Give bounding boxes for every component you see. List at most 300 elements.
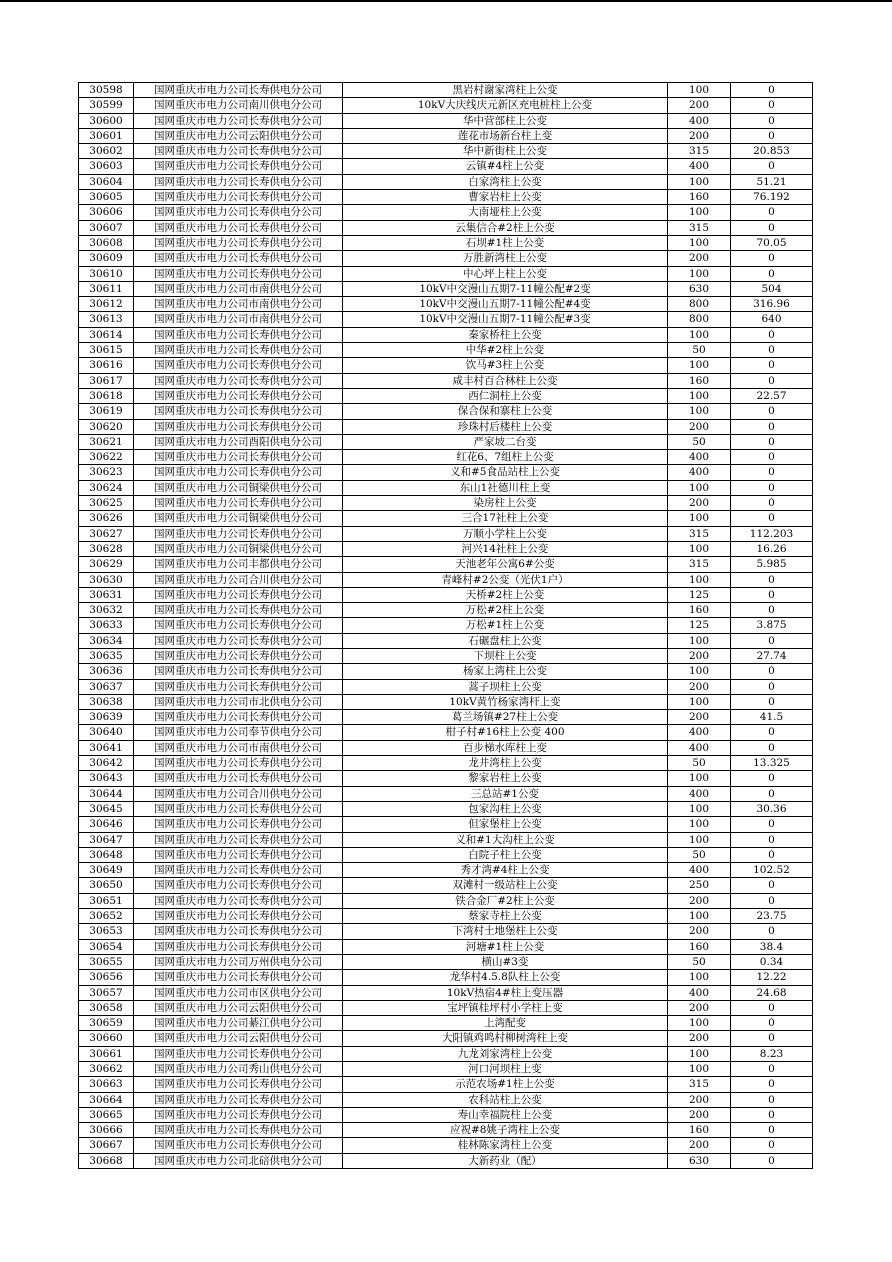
company-cell: 国网重庆市电力公司长寿供电分公司 bbox=[134, 924, 343, 939]
value-cell: 0 bbox=[731, 128, 813, 143]
capacity-cell: 100 bbox=[668, 511, 731, 526]
value-cell: 0 bbox=[731, 1138, 813, 1153]
capacity-cell: 100 bbox=[668, 970, 731, 985]
transformer-name-cell: 大新药业（配） bbox=[343, 1153, 668, 1168]
table-row bbox=[79, 603, 813, 618]
transformer-name-cell: 大南垭柱上公变 bbox=[343, 205, 668, 220]
transformer-name-cell: 西仁洞柱上公变 bbox=[343, 388, 668, 403]
capacity-cell: 200 bbox=[668, 251, 731, 266]
row-id-cell: 30603 bbox=[79, 159, 134, 174]
table-row bbox=[79, 1138, 813, 1153]
company-cell: 国网重庆市电力公司长寿供电分公司 bbox=[134, 1123, 343, 1138]
transformer-name-cell: 白院子柱上公变 bbox=[343, 847, 668, 862]
transformer-name-cell: 百步梯水库柱上变 bbox=[343, 740, 668, 755]
capacity-cell: 50 bbox=[668, 954, 731, 969]
row-id-cell: 30616 bbox=[79, 358, 134, 373]
transformer-name-cell: 万胜新湾柱上公变 bbox=[343, 251, 668, 266]
capacity-cell: 400 bbox=[668, 985, 731, 1000]
company-cell: 国网重庆市电力公司万州供电分公司 bbox=[134, 954, 343, 969]
value-cell: 76.192 bbox=[731, 190, 813, 205]
transformer-name-cell: 青峰村#2公变（光伏1户） bbox=[343, 572, 668, 587]
company-cell: 国网重庆市电力公司丰都供电分公司 bbox=[134, 557, 343, 572]
row-id-cell: 30623 bbox=[79, 465, 134, 480]
capacity-cell: 315 bbox=[668, 1077, 731, 1092]
transformer-name-cell: 万顺小学柱上公变 bbox=[343, 526, 668, 541]
capacity-cell: 100 bbox=[668, 832, 731, 847]
capacity-cell: 50 bbox=[668, 756, 731, 771]
company-cell: 国网重庆市电力公司长寿供电分公司 bbox=[134, 526, 343, 541]
table-body bbox=[79, 83, 813, 1169]
value-cell: 38.4 bbox=[731, 939, 813, 954]
row-id-cell: 30665 bbox=[79, 1107, 134, 1122]
value-cell: 0 bbox=[731, 327, 813, 342]
value-cell: 0 bbox=[731, 694, 813, 709]
row-id-cell: 30660 bbox=[79, 1031, 134, 1046]
table-row bbox=[79, 771, 813, 786]
company-cell: 国网重庆市电力公司长寿供电分公司 bbox=[134, 373, 343, 388]
transformer-name-cell: 云镇#4柱上公变 bbox=[343, 159, 668, 174]
value-cell: 0 bbox=[731, 832, 813, 847]
capacity-cell: 100 bbox=[668, 404, 731, 419]
transformer-table bbox=[78, 82, 813, 1169]
capacity-cell: 200 bbox=[668, 710, 731, 725]
capacity-cell: 200 bbox=[668, 924, 731, 939]
table-row bbox=[79, 664, 813, 679]
row-id-cell: 30645 bbox=[79, 801, 134, 816]
company-cell: 国网重庆市电力公司市区供电分公司 bbox=[134, 985, 343, 1000]
capacity-cell: 630 bbox=[668, 1153, 731, 1168]
transformer-name-cell: 柑子村#16柱上公变 400 bbox=[343, 725, 668, 740]
capacity-cell: 50 bbox=[668, 847, 731, 862]
company-cell: 国网重庆市电力公司长寿供电分公司 bbox=[134, 251, 343, 266]
transformer-name-cell: 铁合金厂#2柱上公变 bbox=[343, 893, 668, 908]
transformer-name-cell: 10kV热宿4#柱上变压器 bbox=[343, 985, 668, 1000]
value-cell: 0 bbox=[731, 664, 813, 679]
table-row bbox=[79, 373, 813, 388]
company-cell: 国网重庆市电力公司长寿供电分公司 bbox=[134, 266, 343, 281]
row-id-cell: 30642 bbox=[79, 756, 134, 771]
table-row bbox=[79, 450, 813, 465]
transformer-name-cell: 东山1社德川柱上变 bbox=[343, 480, 668, 495]
row-id-cell: 30652 bbox=[79, 909, 134, 924]
row-id-cell: 30643 bbox=[79, 771, 134, 786]
table-row bbox=[79, 572, 813, 587]
company-cell: 国网重庆市电力公司长寿供电分公司 bbox=[134, 756, 343, 771]
capacity-cell: 400 bbox=[668, 863, 731, 878]
value-cell: 0 bbox=[731, 159, 813, 174]
company-cell: 国网重庆市电力公司长寿供电分公司 bbox=[134, 388, 343, 403]
table-row bbox=[79, 679, 813, 694]
row-id-cell: 30648 bbox=[79, 847, 134, 862]
transformer-name-cell: 曹家岩柱上公变 bbox=[343, 190, 668, 205]
value-cell: 0 bbox=[731, 343, 813, 358]
value-cell: 316.96 bbox=[731, 297, 813, 312]
value-cell: 0 bbox=[731, 1092, 813, 1107]
company-cell: 国网重庆市电力公司长寿供电分公司 bbox=[134, 603, 343, 618]
transformer-name-cell: 天池老年公寓6#公变 bbox=[343, 557, 668, 572]
value-cell: 0 bbox=[731, 358, 813, 373]
transformer-name-cell: 河口河坝柱上变 bbox=[343, 1062, 668, 1077]
transformer-name-cell: 华中营部柱上公变 bbox=[343, 113, 668, 128]
transformer-name-cell: 寿山幸福院柱上公变 bbox=[343, 1107, 668, 1122]
row-id-cell: 30611 bbox=[79, 281, 134, 296]
row-id-cell: 30620 bbox=[79, 419, 134, 434]
company-cell: 国网重庆市电力公司长寿供电分公司 bbox=[134, 893, 343, 908]
table-row bbox=[79, 909, 813, 924]
capacity-cell: 100 bbox=[668, 83, 731, 98]
table-row bbox=[79, 633, 813, 648]
value-cell: 0 bbox=[731, 83, 813, 98]
value-cell: 0 bbox=[731, 817, 813, 832]
row-id-cell: 30655 bbox=[79, 954, 134, 969]
row-id-cell: 30615 bbox=[79, 343, 134, 358]
capacity-cell: 800 bbox=[668, 312, 731, 327]
capacity-cell: 160 bbox=[668, 1123, 731, 1138]
transformer-name-cell: 万松#1柱上公变 bbox=[343, 618, 668, 633]
value-cell: 16.26 bbox=[731, 541, 813, 556]
company-cell: 国网重庆市电力公司长寿供电分公司 bbox=[134, 878, 343, 893]
company-cell: 国网重庆市电力公司长寿供电分公司 bbox=[134, 450, 343, 465]
row-id-cell: 30599 bbox=[79, 98, 134, 113]
transformer-name-cell: 大阳镇鸡鸣村柳树湾柱上变 bbox=[343, 1031, 668, 1046]
row-id-cell: 30661 bbox=[79, 1046, 134, 1061]
row-id-cell: 30635 bbox=[79, 648, 134, 663]
value-cell: 0 bbox=[731, 98, 813, 113]
capacity-cell: 100 bbox=[668, 1016, 731, 1031]
table-row bbox=[79, 419, 813, 434]
row-id-cell: 30604 bbox=[79, 174, 134, 189]
row-id-cell: 30619 bbox=[79, 404, 134, 419]
company-cell: 国网重庆市电力公司长寿供电分公司 bbox=[134, 633, 343, 648]
transformer-name-cell: 珍珠村后楼柱上公变 bbox=[343, 419, 668, 434]
capacity-cell: 160 bbox=[668, 190, 731, 205]
company-cell: 国网重庆市电力公司长寿供电分公司 bbox=[134, 83, 343, 98]
capacity-cell: 160 bbox=[668, 939, 731, 954]
capacity-cell: 315 bbox=[668, 557, 731, 572]
company-cell: 国网重庆市电力公司长寿供电分公司 bbox=[134, 909, 343, 924]
capacity-cell: 160 bbox=[668, 603, 731, 618]
table-row bbox=[79, 557, 813, 572]
value-cell: 102.52 bbox=[731, 863, 813, 878]
company-cell: 国网重庆市电力公司长寿供电分公司 bbox=[134, 404, 343, 419]
row-id-cell: 30653 bbox=[79, 924, 134, 939]
row-id-cell: 30632 bbox=[79, 603, 134, 618]
capacity-cell: 200 bbox=[668, 679, 731, 694]
value-cell: 0 bbox=[731, 465, 813, 480]
transformer-name-cell: 中心坪上柱上公变 bbox=[343, 266, 668, 281]
capacity-cell: 100 bbox=[668, 174, 731, 189]
row-id-cell: 30630 bbox=[79, 572, 134, 587]
capacity-cell: 100 bbox=[668, 1046, 731, 1061]
value-cell: 22.57 bbox=[731, 388, 813, 403]
table-row bbox=[79, 878, 813, 893]
value-cell: 0 bbox=[731, 572, 813, 587]
value-cell: 30.36 bbox=[731, 801, 813, 816]
value-cell: 0 bbox=[731, 924, 813, 939]
capacity-cell: 100 bbox=[668, 205, 731, 220]
row-id-cell: 30606 bbox=[79, 205, 134, 220]
company-cell: 国网重庆市电力公司长寿供电分公司 bbox=[134, 771, 343, 786]
table-row bbox=[79, 388, 813, 403]
table-row bbox=[79, 618, 813, 633]
row-id-cell: 30651 bbox=[79, 893, 134, 908]
value-cell: 0 bbox=[731, 251, 813, 266]
transformer-name-cell: 葛兰场镇#27柱上公变 bbox=[343, 710, 668, 725]
capacity-cell: 100 bbox=[668, 358, 731, 373]
row-id-cell: 30663 bbox=[79, 1077, 134, 1092]
company-cell: 国网重庆市电力公司长寿供电分公司 bbox=[134, 235, 343, 250]
company-cell: 国网重庆市电力公司北碚供电分公司 bbox=[134, 1153, 343, 1168]
transformer-name-cell: 河兴14社柱上公变 bbox=[343, 541, 668, 556]
capacity-cell: 200 bbox=[668, 1138, 731, 1153]
company-cell: 国网重庆市电力公司长寿供电分公司 bbox=[134, 587, 343, 602]
capacity-cell: 50 bbox=[668, 434, 731, 449]
table-row bbox=[79, 786, 813, 801]
row-id-cell: 30664 bbox=[79, 1092, 134, 1107]
row-id-cell: 30639 bbox=[79, 710, 134, 725]
table-row bbox=[79, 404, 813, 419]
transformer-name-cell: 10kV中交漫山五期7-11幢公配#3变 bbox=[343, 312, 668, 327]
capacity-cell: 200 bbox=[668, 648, 731, 663]
value-cell: 0 bbox=[731, 633, 813, 648]
row-id-cell: 30637 bbox=[79, 679, 134, 694]
value-cell: 51.21 bbox=[731, 174, 813, 189]
table-row bbox=[79, 893, 813, 908]
capacity-cell: 400 bbox=[668, 725, 731, 740]
table-row bbox=[79, 648, 813, 663]
company-cell: 国网重庆市电力公司长寿供电分公司 bbox=[134, 220, 343, 235]
row-id-cell: 30624 bbox=[79, 480, 134, 495]
row-id-cell: 30622 bbox=[79, 450, 134, 465]
transformer-name-cell: 华中新街柱上公变 bbox=[343, 144, 668, 159]
value-cell: 0 bbox=[731, 1153, 813, 1168]
value-cell: 5.985 bbox=[731, 557, 813, 572]
value-cell: 0 bbox=[731, 1123, 813, 1138]
row-id-cell: 30644 bbox=[79, 786, 134, 801]
company-cell: 国网重庆市电力公司长寿供电分公司 bbox=[134, 174, 343, 189]
table-row bbox=[79, 98, 813, 113]
table-row bbox=[79, 297, 813, 312]
table-row bbox=[79, 434, 813, 449]
company-cell: 国网重庆市电力公司奉节供电分公司 bbox=[134, 725, 343, 740]
company-cell: 国网重庆市电力公司市南供电分公司 bbox=[134, 312, 343, 327]
capacity-cell: 200 bbox=[668, 98, 731, 113]
company-cell: 国网重庆市电力公司长寿供电分公司 bbox=[134, 710, 343, 725]
row-id-cell: 30627 bbox=[79, 526, 134, 541]
row-id-cell: 30647 bbox=[79, 832, 134, 847]
value-cell: 0 bbox=[731, 725, 813, 740]
table-row bbox=[79, 251, 813, 266]
table-row bbox=[79, 740, 813, 755]
company-cell: 国网重庆市电力公司秀山供电分公司 bbox=[134, 1062, 343, 1077]
company-cell: 国网重庆市电力公司铜梁供电分公司 bbox=[134, 541, 343, 556]
company-cell: 国网重庆市电力公司铜梁供电分公司 bbox=[134, 511, 343, 526]
value-cell: 0 bbox=[731, 1107, 813, 1122]
company-cell: 国网重庆市电力公司合川供电分公司 bbox=[134, 572, 343, 587]
table-row bbox=[79, 587, 813, 602]
transformer-name-cell: 包家沟柱上公变 bbox=[343, 801, 668, 816]
table-row bbox=[79, 1062, 813, 1077]
transformer-name-cell: 10kV黄竹杨家湾杆上变 bbox=[343, 694, 668, 709]
table-row bbox=[79, 970, 813, 985]
table-row bbox=[79, 1016, 813, 1031]
capacity-cell: 315 bbox=[668, 144, 731, 159]
company-cell: 国网重庆市电力公司长寿供电分公司 bbox=[134, 863, 343, 878]
value-cell: 0 bbox=[731, 893, 813, 908]
row-id-cell: 30636 bbox=[79, 664, 134, 679]
capacity-cell: 100 bbox=[668, 801, 731, 816]
capacity-cell: 400 bbox=[668, 740, 731, 755]
table-row bbox=[79, 480, 813, 495]
capacity-cell: 160 bbox=[668, 373, 731, 388]
value-cell: 0 bbox=[731, 434, 813, 449]
capacity-cell: 50 bbox=[668, 343, 731, 358]
company-cell: 国网重庆市电力公司长寿供电分公司 bbox=[134, 648, 343, 663]
page-top-rule bbox=[0, 0, 892, 2]
transformer-name-cell: 横山#3变 bbox=[343, 954, 668, 969]
row-id-cell: 30602 bbox=[79, 144, 134, 159]
value-cell: 0 bbox=[731, 740, 813, 755]
table-row bbox=[79, 1046, 813, 1061]
table-row bbox=[79, 801, 813, 816]
value-cell: 0 bbox=[731, 113, 813, 128]
capacity-cell: 100 bbox=[668, 327, 731, 342]
company-cell: 国网重庆市电力公司市南供电分公司 bbox=[134, 297, 343, 312]
capacity-cell: 100 bbox=[668, 388, 731, 403]
row-id-cell: 30608 bbox=[79, 235, 134, 250]
company-cell: 国网重庆市电力公司长寿供电分公司 bbox=[134, 832, 343, 847]
company-cell: 国网重庆市电力公司云阳供电分公司 bbox=[134, 1000, 343, 1015]
transformer-name-cell: 石坝#1柱上公变 bbox=[343, 235, 668, 250]
table-row bbox=[79, 281, 813, 296]
table-row bbox=[79, 1092, 813, 1107]
transformer-name-cell: 严家坡二台变 bbox=[343, 434, 668, 449]
table-row bbox=[79, 465, 813, 480]
transformer-name-cell: 杨家上湾柱上公变 bbox=[343, 664, 668, 679]
transformer-name-cell: 下湾村土地堡柱上公变 bbox=[343, 924, 668, 939]
row-id-cell: 30658 bbox=[79, 1000, 134, 1015]
company-cell: 国网重庆市电力公司长寿供电分公司 bbox=[134, 618, 343, 633]
transformer-name-cell: 下坝柱上公变 bbox=[343, 648, 668, 663]
value-cell: 0 bbox=[731, 771, 813, 786]
capacity-cell: 200 bbox=[668, 496, 731, 511]
capacity-cell: 200 bbox=[668, 1000, 731, 1015]
value-cell: 0 bbox=[731, 373, 813, 388]
row-id-cell: 30641 bbox=[79, 740, 134, 755]
row-id-cell: 30614 bbox=[79, 327, 134, 342]
company-cell: 国网重庆市电力公司长寿供电分公司 bbox=[134, 847, 343, 862]
capacity-cell: 100 bbox=[668, 480, 731, 495]
table-row bbox=[79, 144, 813, 159]
row-id-cell: 30662 bbox=[79, 1062, 134, 1077]
table-row bbox=[79, 312, 813, 327]
company-cell: 国网重庆市电力公司长寿供电分公司 bbox=[134, 1107, 343, 1122]
company-cell: 国网重庆市电力公司长寿供电分公司 bbox=[134, 1092, 343, 1107]
company-cell: 国网重庆市电力公司长寿供电分公司 bbox=[134, 144, 343, 159]
value-cell: 0 bbox=[731, 1062, 813, 1077]
transformer-name-cell: 天桥#2柱上公变 bbox=[343, 587, 668, 602]
value-cell: 0 bbox=[731, 450, 813, 465]
company-cell: 国网重庆市电力公司长寿供电分公司 bbox=[134, 113, 343, 128]
company-cell: 国网重庆市电力公司长寿供电分公司 bbox=[134, 343, 343, 358]
table-row bbox=[79, 725, 813, 740]
capacity-cell: 125 bbox=[668, 618, 731, 633]
transformer-name-cell: 蒿子坝柱上公变 bbox=[343, 679, 668, 694]
transformer-name-cell: 应祝#8姚子湾柱上公变 bbox=[343, 1123, 668, 1138]
row-id-cell: 30598 bbox=[79, 83, 134, 98]
transformer-name-cell: 上湾配变 bbox=[343, 1016, 668, 1031]
row-id-cell: 30638 bbox=[79, 694, 134, 709]
capacity-cell: 100 bbox=[668, 235, 731, 250]
value-cell: 41.5 bbox=[731, 710, 813, 725]
company-cell: 国网重庆市电力公司长寿供电分公司 bbox=[134, 679, 343, 694]
capacity-cell: 125 bbox=[668, 587, 731, 602]
table-row bbox=[79, 327, 813, 342]
table-row bbox=[79, 1077, 813, 1092]
value-cell: 504 bbox=[731, 281, 813, 296]
row-id-cell: 30667 bbox=[79, 1138, 134, 1153]
capacity-cell: 200 bbox=[668, 1107, 731, 1122]
table-row bbox=[79, 756, 813, 771]
capacity-cell: 200 bbox=[668, 419, 731, 434]
row-id-cell: 30605 bbox=[79, 190, 134, 205]
row-id-cell: 30612 bbox=[79, 297, 134, 312]
row-id-cell: 30607 bbox=[79, 220, 134, 235]
row-id-cell: 30625 bbox=[79, 496, 134, 511]
table-row bbox=[79, 1123, 813, 1138]
value-cell: 0 bbox=[731, 878, 813, 893]
transformer-name-cell: 中华#2柱上公变 bbox=[343, 343, 668, 358]
company-cell: 国网重庆市电力公司綦江供电分公司 bbox=[134, 1016, 343, 1031]
table-row bbox=[79, 266, 813, 281]
capacity-cell: 315 bbox=[668, 220, 731, 235]
transformer-name-cell: 万松#2柱上公变 bbox=[343, 603, 668, 618]
value-cell: 112.203 bbox=[731, 526, 813, 541]
transformer-name-cell: 保合保和寨柱上公变 bbox=[343, 404, 668, 419]
table-row bbox=[79, 847, 813, 862]
company-cell: 国网重庆市电力公司云阳供电分公司 bbox=[134, 128, 343, 143]
transformer-name-cell: 咸丰村百合林柱上公变 bbox=[343, 373, 668, 388]
row-id-cell: 30613 bbox=[79, 312, 134, 327]
capacity-cell: 400 bbox=[668, 113, 731, 128]
company-cell: 国网重庆市电力公司长寿供电分公司 bbox=[134, 190, 343, 205]
value-cell: 0 bbox=[731, 679, 813, 694]
company-cell: 国网重庆市电力公司市北供电分公司 bbox=[134, 694, 343, 709]
transformer-name-cell: 义和#1大沟柱上公变 bbox=[343, 832, 668, 847]
value-cell: 0.34 bbox=[731, 954, 813, 969]
value-cell: 0 bbox=[731, 266, 813, 281]
transformer-name-cell: 宝坪镇桂坪村小学柱上变 bbox=[343, 1000, 668, 1015]
row-id-cell: 30668 bbox=[79, 1153, 134, 1168]
company-cell: 国网重庆市电力公司长寿供电分公司 bbox=[134, 205, 343, 220]
company-cell: 国网重庆市电力公司长寿供电分公司 bbox=[134, 1046, 343, 1061]
company-cell: 国网重庆市电力公司长寿供电分公司 bbox=[134, 496, 343, 511]
value-cell: 13.325 bbox=[731, 756, 813, 771]
company-cell: 国网重庆市电力公司长寿供电分公司 bbox=[134, 939, 343, 954]
table-row bbox=[79, 496, 813, 511]
value-cell: 0 bbox=[731, 419, 813, 434]
row-id-cell: 30628 bbox=[79, 541, 134, 556]
row-id-cell: 30621 bbox=[79, 434, 134, 449]
capacity-cell: 100 bbox=[668, 909, 731, 924]
transformer-name-cell: 三合17社柱上公变 bbox=[343, 511, 668, 526]
table-row bbox=[79, 358, 813, 373]
transformer-name-cell: 农科站柱上公变 bbox=[343, 1092, 668, 1107]
row-id-cell: 30629 bbox=[79, 557, 134, 572]
row-id-cell: 30626 bbox=[79, 511, 134, 526]
transformer-name-cell: 莲花市场新台柱上变 bbox=[343, 128, 668, 143]
capacity-cell: 630 bbox=[668, 281, 731, 296]
